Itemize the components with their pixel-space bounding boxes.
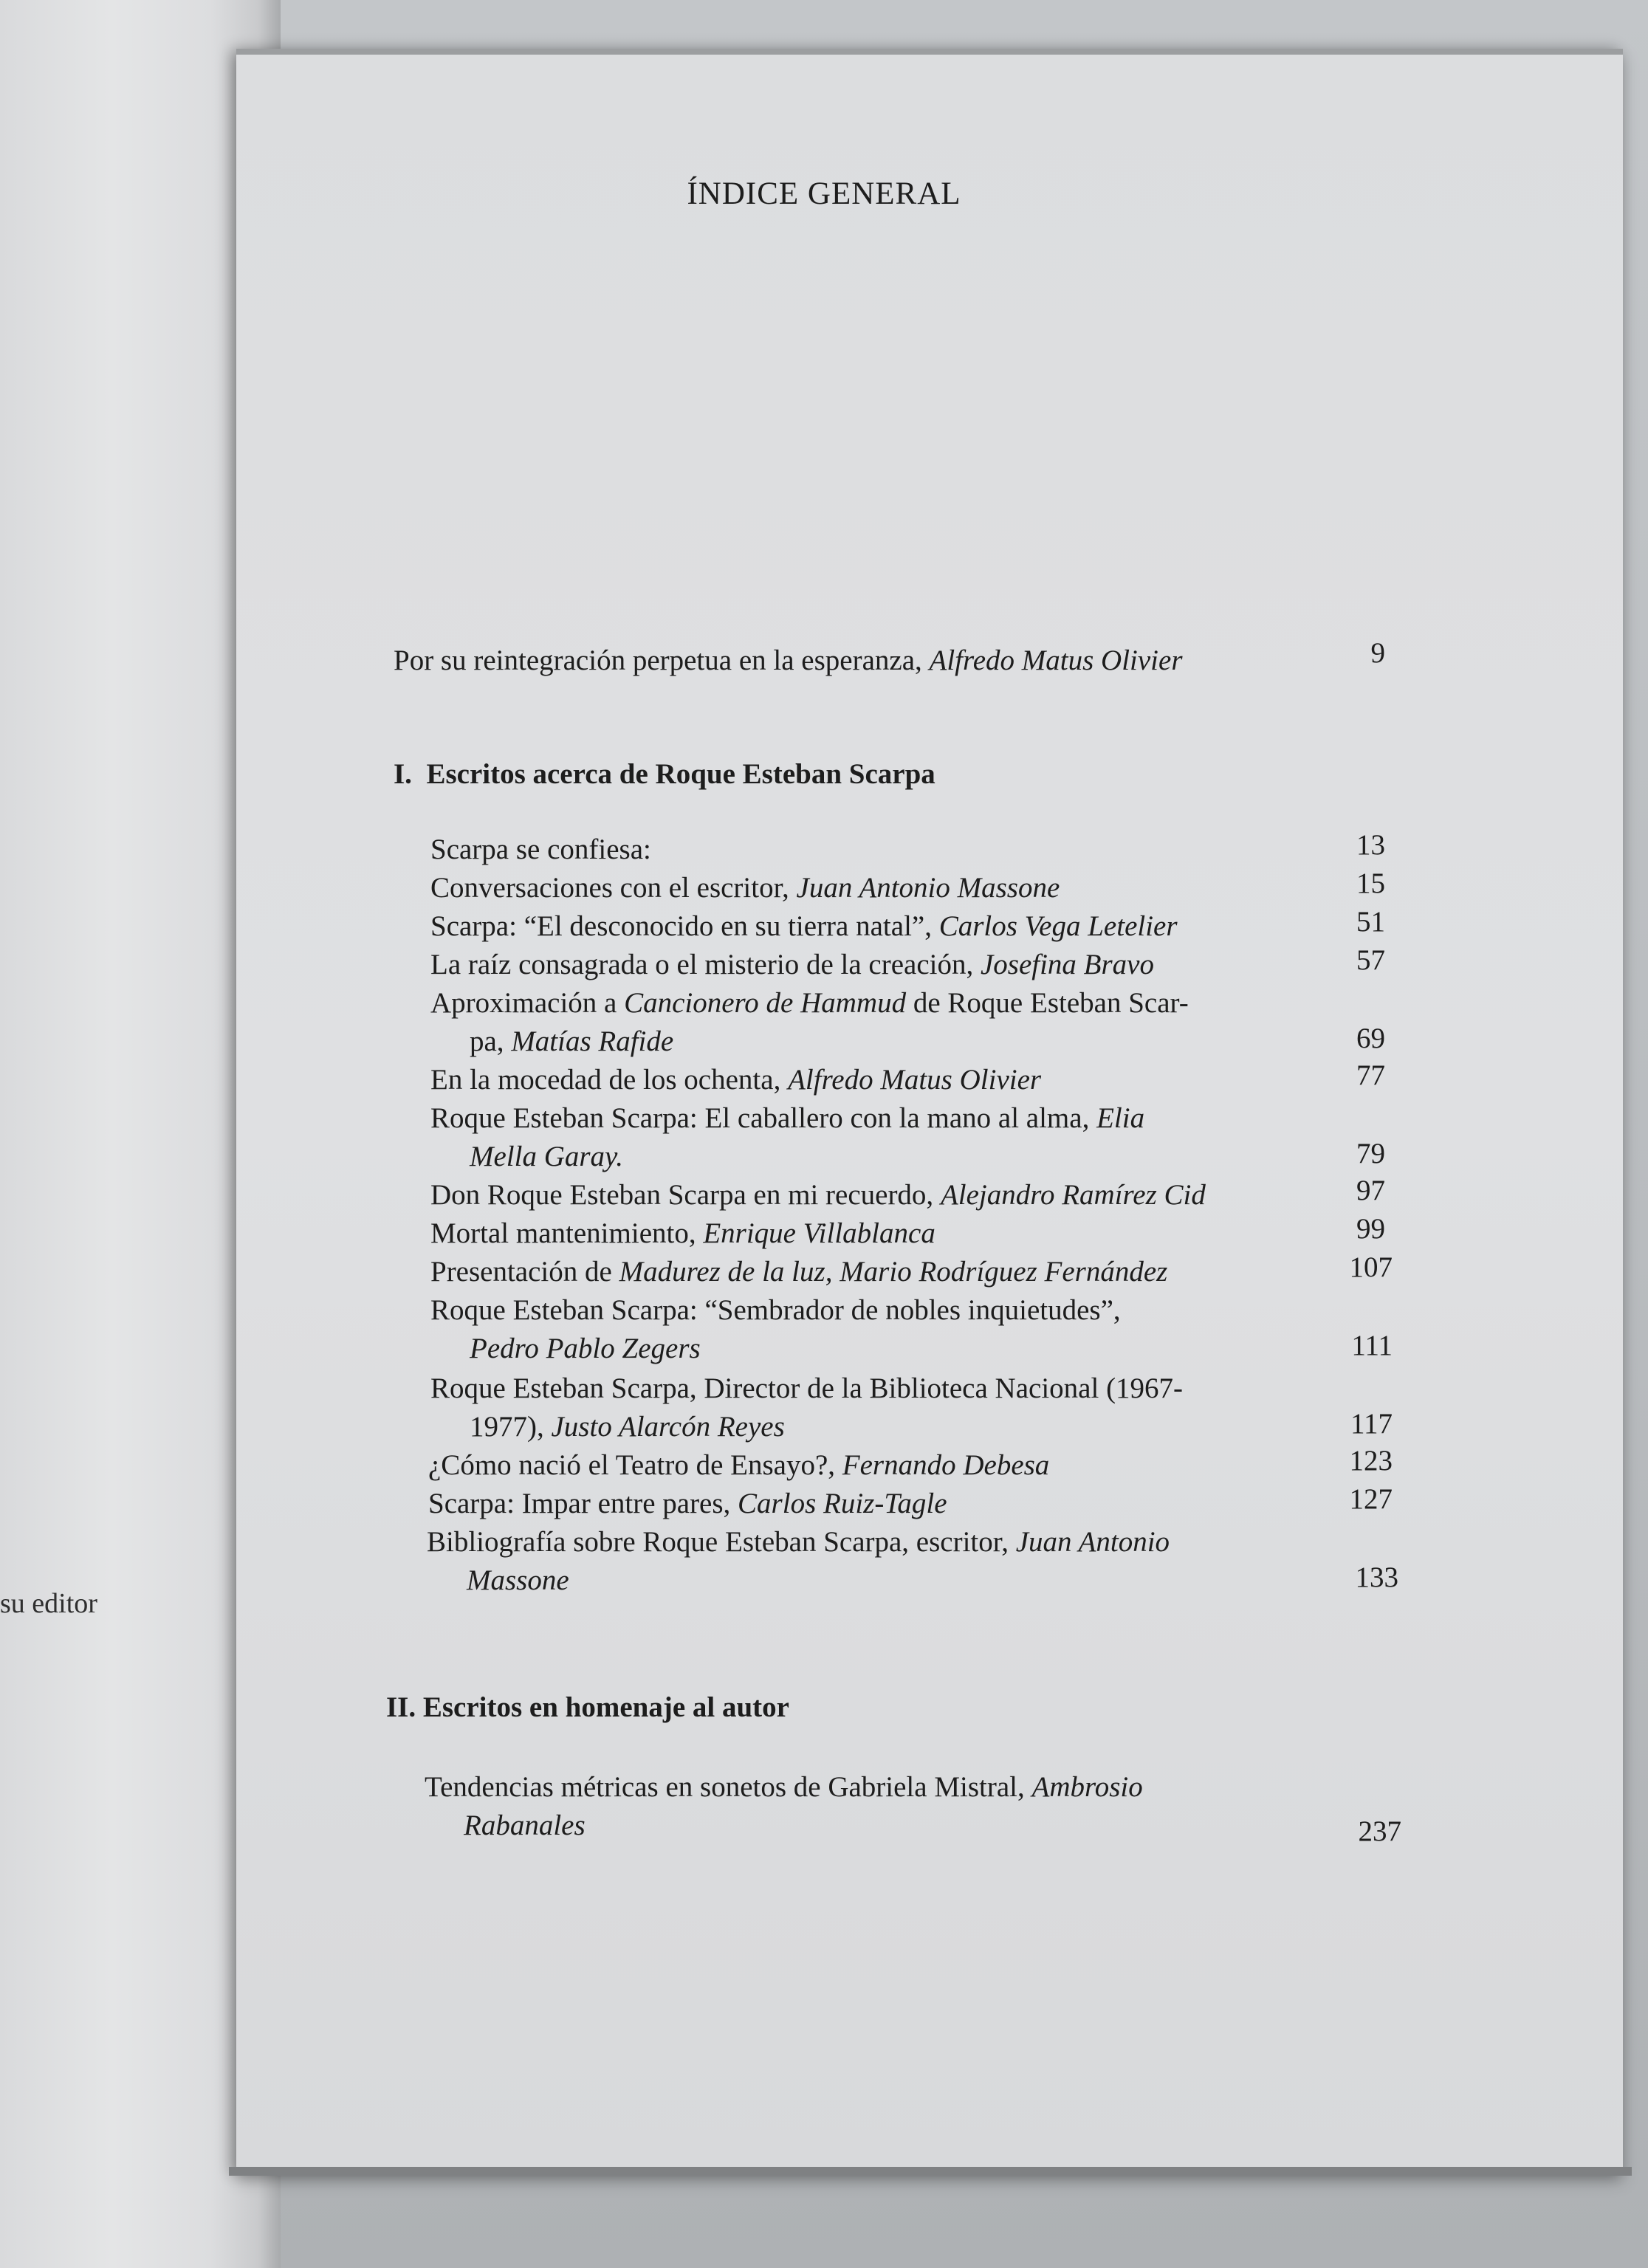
toc-entry: Tendencias métricas en sonetos de Gabriela Mistral, Ambrosio (425, 1771, 1143, 1803)
toc-entry: ¿Cómo nació el Teatro de Ensayo?, Fernando Debesa (428, 1449, 1050, 1481)
section-heading-2 (386, 1688, 789, 1728)
entry-page-number: 77 (1356, 1059, 1385, 1091)
entry-page-number: 57 (1356, 944, 1385, 976)
toc-entry: Presentación de Madurez de la luz, Mario Rodríguez Fernández (430, 1256, 1168, 1288)
toc-entry: Scarpa: Impar entre pares, Carlos Ruiz-Tagle (428, 1488, 947, 1519)
entry-page-number: 97 (1356, 1175, 1385, 1206)
entry-text: Por su reintegración perpetua en la esperanza, (394, 645, 930, 676)
entry-page-number: 111 (1351, 1330, 1393, 1361)
entry-page-number: 123 (1349, 1445, 1393, 1477)
entry-page-number: 107 (1349, 1251, 1393, 1283)
toc-entry-continuation: Massone (467, 1564, 569, 1596)
entry-page-number: 237 (1358, 1815, 1401, 1847)
toc-entry: Bibliografía sobre Roque Esteban Scarpa, escritor, Juan Antonio (427, 1526, 1170, 1558)
toc-entry-continuation: Mella Garay. (470, 1141, 623, 1172)
section-title: Escritos acerca de Roque Esteban Scarpa (426, 758, 935, 790)
entry-page-number: 79 (1356, 1138, 1385, 1169)
entry-page-number: 127 (1349, 1483, 1393, 1515)
toc-entry-continuation: pa, Matías Rafide (470, 1025, 674, 1057)
section-number: II. (386, 1691, 416, 1723)
left-page-caption: su editor (0, 1588, 97, 1619)
toc-entry: Aproximación a Cancionero de Hammud de Roque Esteban Scar- (430, 987, 1189, 1019)
toc-entry: Conversaciones con el escritor, Juan Antonio Massone (430, 872, 1060, 904)
entry-page-number: 99 (1356, 1213, 1385, 1245)
toc-entry: La raíz consagrada o el misterio de la creación, Josefina Bravo (430, 949, 1154, 980)
section-number: I. (394, 758, 412, 790)
toc-entry-continuation: 1977), Justo Alarcón Reyes (470, 1411, 785, 1443)
toc-entry: Scarpa se confiesa: (430, 834, 651, 865)
bleed-through-ghost (177, 413, 202, 515)
section-heading-1 (394, 755, 935, 794)
entry-page-number: 9 (1370, 637, 1385, 669)
entry-page-number: 15 (1356, 867, 1385, 899)
entry-page-number: 133 (1355, 1561, 1398, 1593)
toc-entry-continuation: Rabanales (464, 1810, 586, 1841)
toc-entry-preface (394, 641, 1183, 681)
toc-entry: Roque Esteban Scarpa, Director de la Biblioteca Nacional (1967- (430, 1372, 1184, 1404)
entry-page-number: 117 (1350, 1408, 1393, 1440)
toc-entry: Roque Esteban Scarpa: El caballero con la mano al alma, Elia (430, 1102, 1145, 1134)
page-bottom-shadow (229, 2167, 1632, 2176)
toc-entry: En la mocedad de los ochenta, Alfredo Matus Olivier (430, 1064, 1042, 1096)
section-title: Escritos en homenaje al autor (422, 1691, 789, 1723)
entry-page-number: 51 (1356, 906, 1385, 938)
page-title: ÍNDICE GENERAL (687, 176, 961, 211)
toc-entry: Don Roque Esteban Scarpa en mi recuerdo, Alejandro Ramírez Cid (430, 1179, 1206, 1211)
toc-entry: Mortal mantenimiento, Enrique Villablanca (430, 1217, 935, 1249)
toc-entry: Scarpa: “El desconocido en su tierra natal”, Carlos Vega Letelier (430, 910, 1178, 942)
entry-page-number: 13 (1356, 829, 1385, 861)
toc-entry: Roque Esteban Scarpa: “Sembrador de nobles inquietudes”, (430, 1294, 1121, 1326)
entry-author: Alfredo Matus Olivier (929, 645, 1183, 676)
entry-page-number: 69 (1356, 1023, 1385, 1054)
toc-entry-continuation: Pedro Pablo Zegers (470, 1333, 701, 1364)
